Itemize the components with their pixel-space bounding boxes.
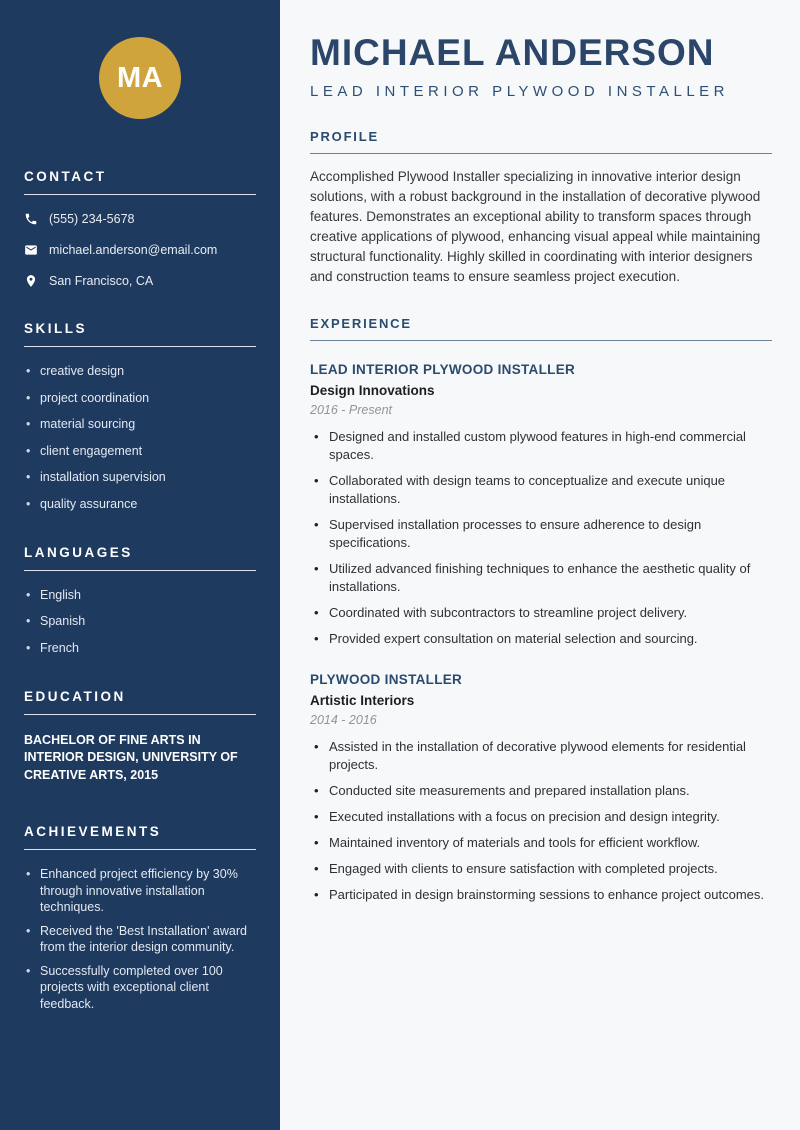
education-heading: EDUCATION (24, 689, 256, 715)
job-bullet: • Executed installations with a focus on precision and design integrity. (310, 808, 772, 826)
job-bullet: • Engaged with clients to ensure satisfaction with completed projects. (310, 860, 772, 878)
job-bullets (310, 738, 772, 904)
sidebar (0, 0, 280, 1130)
email-address: michael.anderson@email.com (49, 243, 218, 257)
skills-section (24, 321, 256, 512)
job-bullet: • Utilized advanced finishing techniques to enhance the aesthetic quality of installations. (310, 560, 772, 596)
job-bullet: • Participated in design brainstorming sessions to enhance project outcomes. (310, 886, 772, 904)
job-bullet: • Designed and installed custom plywood features in high-end commercial spaces. (310, 428, 772, 464)
profile-heading: PROFILE (310, 129, 772, 154)
achievement-item: • Successfully completed over 100 projects with exceptional client feedback. (24, 963, 256, 1013)
languages-section (24, 545, 256, 656)
location-text: San Francisco, CA (49, 274, 154, 288)
profile-section (310, 129, 772, 287)
location-pin-icon (24, 274, 38, 288)
job-bullets (310, 428, 772, 648)
main-content (280, 0, 800, 1130)
skill-item: • material sourcing (24, 416, 256, 432)
job-title: PLYWOOD INSTALLER (310, 671, 463, 687)
language-item: • French (24, 640, 256, 656)
job-bullet: • Supervised installation processes to ensure adherence to design specifications. (310, 516, 772, 552)
achievement-item: • Received the 'Best Installation' award from the interior design community. (24, 923, 256, 956)
experience-heading: EXPERIENCE (310, 316, 772, 341)
email-icon (24, 243, 38, 257)
profile-text: Accomplished Plywood Installer specializing in innovative interior design solutions, with a robust background in the installation of decorative plywood features. Demonstrates an exceptional ability to transform spaces through creative applications of plywood, enhancing visual appeal while maintaining structural functionality. Highly skilled in coordinating with interior designers and construction teams to ensure seamless project execution. (310, 168, 761, 284)
job-entry (310, 362, 772, 648)
skill-item: • installation supervision (24, 469, 256, 485)
skill-item: • client engagement (24, 443, 256, 459)
avatar-wrap (24, 37, 256, 119)
job-bullet: • Conducted site measurements and prepared installation plans. (310, 782, 772, 800)
achievements-section (24, 824, 256, 1012)
contact-location-row (24, 274, 256, 288)
achievements-heading: ACHIEVEMENTS (24, 824, 256, 850)
experience-section (310, 316, 772, 904)
achievements-list (24, 866, 256, 1012)
skill-item: • creative design (24, 363, 256, 379)
job-entry (310, 672, 772, 904)
job-bullet: • Collaborated with design teams to conceptualize and execute unique installations. (310, 472, 772, 508)
skills-heading: SKILLS (24, 321, 256, 347)
language-item: • English (24, 587, 256, 603)
job-bullet: • Coordinated with subcontractors to streamline project delivery. (310, 604, 772, 622)
job-bullet: • Assisted in the installation of decorative plywood elements for residential projects. (310, 738, 772, 774)
phone-number: (555) 234-5678 (49, 212, 135, 226)
languages-heading: LANGUAGES (24, 545, 256, 571)
contact-section (24, 169, 256, 288)
language-item: • Spanish (24, 613, 256, 629)
skill-item: • quality assurance (24, 496, 256, 512)
avatar (99, 37, 181, 119)
education-degree: BACHELOR OF FINE ARTS IN INTERIOR DESIGN, UNIVERSITY OF CREATIVE ARTS, 2015 (24, 732, 238, 782)
skill-item: • project coordination (24, 390, 256, 406)
phone-icon (24, 212, 38, 226)
education-section (24, 689, 256, 785)
job-bullet: • Maintained inventory of materials and tools for efficient workflow. (310, 834, 772, 852)
job-company: Design Innovations (310, 382, 435, 398)
job-company: Artistic Interiors (310, 692, 415, 708)
job-dates: 2016 - Present (310, 402, 392, 417)
job-bullet: • Provided expert consultation on material selection and sourcing. (310, 630, 772, 648)
contact-email-row (24, 243, 256, 257)
contact-heading: CONTACT (24, 169, 256, 195)
job-subtitle: LEAD INTERIOR PLYWOOD INSTALLER (310, 82, 729, 100)
achievement-item: • Enhanced project efficiency by 30% through innovative installation techniques. (24, 866, 256, 916)
avatar-initials: MA (116, 61, 164, 94)
job-dates: 2014 - 2016 (310, 712, 377, 727)
skills-list (24, 363, 256, 512)
page-title: MICHAEL ANDERSON (310, 32, 715, 73)
job-title: LEAD INTERIOR PLYWOOD INSTALLER (310, 361, 576, 377)
contact-phone-row (24, 212, 256, 226)
languages-list (24, 587, 256, 656)
